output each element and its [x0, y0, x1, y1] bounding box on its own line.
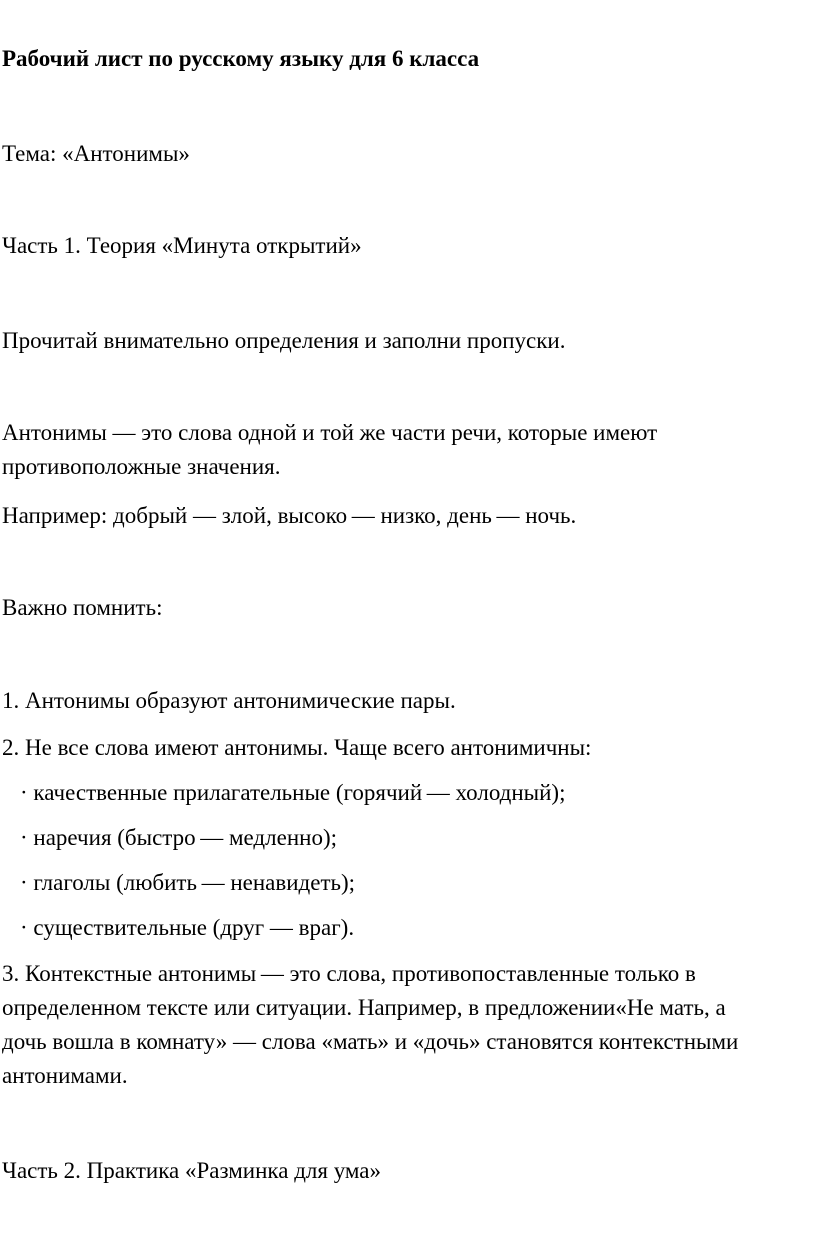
numbered-point-1: 1. Антонимы образуют антонимические пары. [2, 688, 456, 713]
bullet-item-adverbs: · наречия (быстро — медленно); [20, 825, 337, 850]
part2-heading: Часть 2. Практика «Разминка для ума» [2, 1158, 382, 1183]
instruction-line: Прочитай внимательно определения и заполни пропуски. [2, 328, 566, 353]
definition-paragraph [2, 416, 788, 484]
bullet-item-nouns: · существительные (друг — враг). [20, 915, 355, 940]
point3-line: 3. Контекстные антонимы — это слова, противопоставленные только в [2, 961, 696, 986]
example-line: Например: добрый — злой, высоко — низко, день — ночь. [2, 503, 577, 528]
remember-heading: Важно помнить: [2, 595, 163, 620]
bullet-item-adjectives: · качественные прилагательные (горячий — холодный); [20, 780, 566, 805]
part1-heading: Часть 1. Теория «Минута открытий» [2, 233, 362, 258]
point3-line: определенном тексте или ситуации. Например, в предложении«Не мать, а [2, 995, 726, 1020]
definition-line: Антонимы — это слова одной и той же части речи, которые имеют [2, 420, 658, 445]
numbered-point-2: 2. Не все слова имеют антонимы. Чаще всего антонимичны: [2, 735, 592, 760]
worksheet-title: Рабочий лист по русскому языку для 6 класса [2, 46, 480, 71]
theme-line: Тема: «Антонимы» [2, 141, 190, 166]
definition-line: противоположные значения. [2, 454, 281, 479]
numbered-point-3-paragraph [2, 957, 788, 1093]
point3-line: антонимами. [2, 1063, 128, 1088]
bullet-item-verbs: · глаголы (любить — ненавидеть); [20, 870, 356, 895]
point3-line: дочь вошла в комнату» — слова «мать» и «дочь» становятся контекстными [2, 1029, 739, 1054]
